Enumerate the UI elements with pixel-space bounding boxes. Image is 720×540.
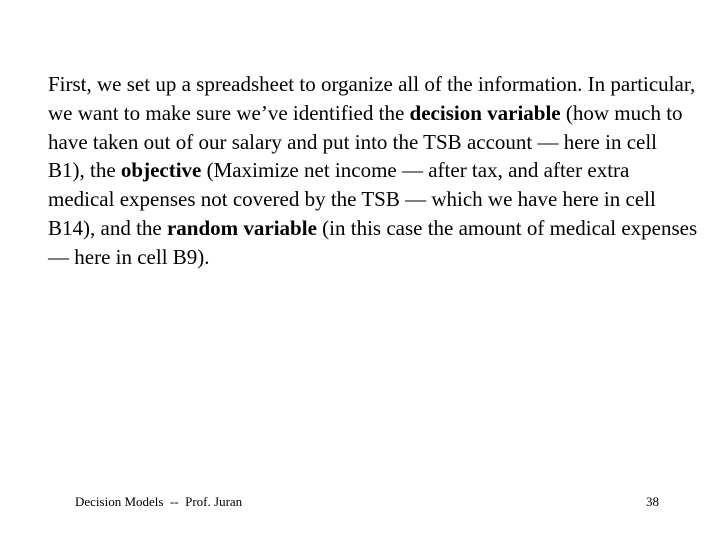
page-number: 38 bbox=[646, 494, 659, 509]
term-random-variable: random variable bbox=[166, 215, 317, 240]
body-text-segment-4: (in this case the amount of medical expenses — here in cell B9). bbox=[48, 215, 698, 269]
body-paragraph bbox=[48, 70, 698, 272]
body-text-segment-1: First, we set up a spreadsheet to organize all of the information. In particular, we want to make sure we’ve identified the bbox=[48, 72, 696, 125]
footer-course-label: Decision Models -- Prof. Juran bbox=[75, 494, 243, 509]
body-text-segment-2: (how much to have taken out of our salary and put into the TSB account — here in cell B1), the bbox=[48, 100, 683, 183]
body-text-segment-3: (Maximize net income — after tax, and after extra medical expenses not covered by the TSB — which we have here in cell B14), and the bbox=[48, 158, 656, 240]
term-objective: objective bbox=[120, 158, 202, 183]
term-decision-variable: decision variable bbox=[409, 100, 561, 125]
